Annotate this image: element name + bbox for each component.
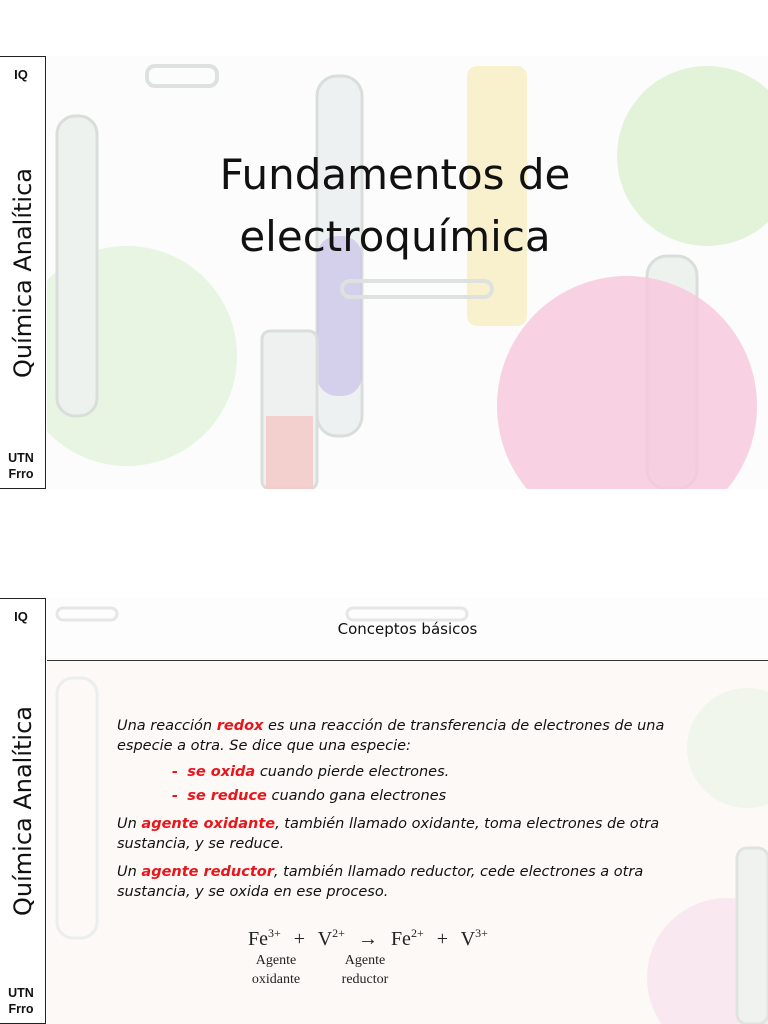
label-line: Agente — [255, 953, 297, 968]
sidebar-bottom-label — [0, 450, 42, 482]
text-segment: cuando pierde electrones. — [255, 764, 450, 780]
charge: 3+ — [268, 926, 281, 940]
sidebar — [0, 598, 46, 1024]
charge: 3+ — [475, 926, 488, 940]
heading-divider — [47, 660, 768, 661]
highlight-agente-oxidante: agente oxidante — [141, 816, 276, 832]
equation-labels — [248, 951, 568, 991]
label-line: Agente — [344, 953, 386, 968]
text-segment: , también llamado reductor, cede electrones a otra sustancia, y se oxida en ese proceso. — [117, 864, 644, 900]
lab-glassware-background — [47, 56, 768, 489]
plus-sign: + — [436, 928, 448, 950]
slide-conceptos — [0, 598, 768, 1024]
label-line: oxidante — [251, 972, 301, 987]
bullet-oxida — [117, 762, 697, 782]
bullet-dash: - — [172, 788, 179, 804]
sidebar-vertical-title: Química Analítica — [9, 167, 37, 378]
text-segment: , también llamado oxidante, toma electrones de otra sustancia, y se reduce. — [117, 816, 660, 852]
sidebar-bottom-label — [0, 985, 42, 1017]
label-line: reductor — [341, 972, 389, 987]
bullet-reduce — [117, 786, 697, 806]
paragraph-oxidante — [117, 814, 697, 854]
redox-equation — [248, 926, 568, 991]
highlight-redox: redox — [216, 718, 264, 734]
plus-sign: + — [293, 928, 306, 950]
slide-body — [117, 716, 697, 908]
sidebar-bottom-line1: UTN — [8, 986, 34, 1000]
charge: 2+ — [332, 926, 345, 940]
slide-title — [0, 56, 768, 489]
slide-title-text — [100, 144, 690, 268]
text-segment: Un — [117, 864, 142, 880]
equation-line — [248, 926, 568, 951]
highlight-se-oxida: se oxida — [187, 764, 256, 780]
highlight-se-reduce: se reduce — [187, 788, 267, 804]
reactant-fe: Fe — [248, 928, 268, 950]
highlight-agente-reductor: agente reductor — [141, 864, 274, 880]
sidebar-bottom-line1: UTN — [8, 451, 34, 465]
sidebar — [0, 56, 46, 489]
text-segment: cuando gana electrones — [266, 788, 447, 804]
product-fe: Fe — [390, 928, 411, 950]
product-v: V — [460, 928, 476, 950]
reactant-v: V — [317, 928, 333, 950]
bullet-dash: - — [172, 764, 179, 780]
sidebar-top-label: IQ — [14, 609, 28, 624]
slide-heading: Conceptos básicos — [337, 620, 478, 638]
title-line2: electroquímica — [239, 212, 551, 261]
sidebar-bottom-line2: Frro — [8, 467, 34, 481]
sidebar-bottom-line2: Frro — [8, 1002, 34, 1016]
title-line1: Fundamentos de — [219, 150, 571, 199]
sidebar-vertical-title: Química Analítica — [9, 706, 37, 916]
text-segment: Un — [117, 816, 142, 832]
label-agente-reductor — [320, 951, 410, 989]
charge: 2+ — [410, 926, 424, 940]
sidebar-top-label: IQ — [14, 67, 28, 82]
paragraph-reductor — [117, 862, 697, 902]
reaction-arrow: → — [357, 928, 378, 950]
text-segment: es una reacción de transferencia de electrones de una especie a otra. Se dice que una especie: — [117, 718, 665, 754]
paragraph-redox — [117, 716, 697, 756]
label-agente-oxidante — [231, 951, 321, 989]
text-segment: Una reacción — [117, 718, 217, 734]
